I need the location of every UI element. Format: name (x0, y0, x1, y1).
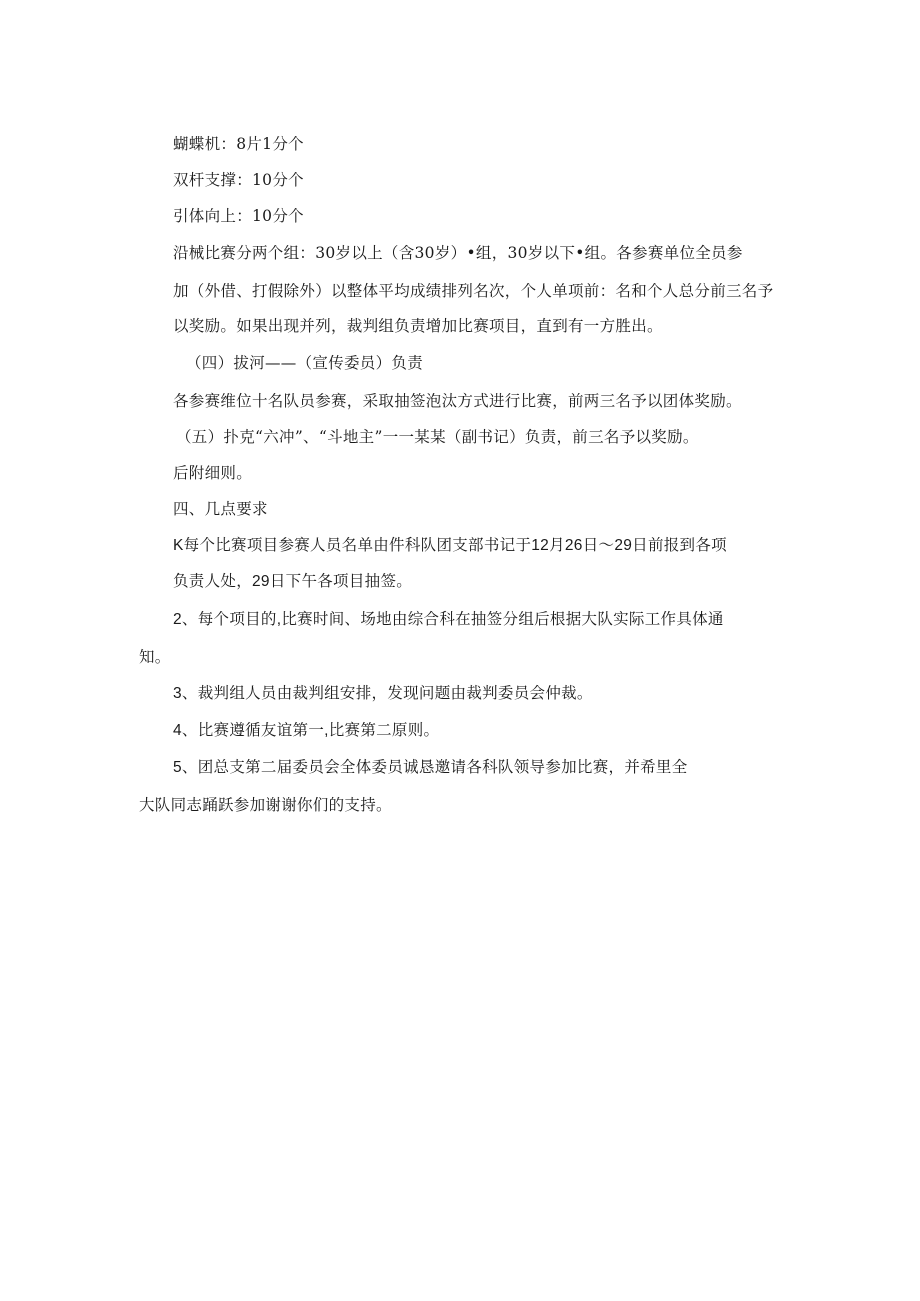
line-requirement-1-cont: 负责人处，29日下午各项目抽签。 (173, 573, 413, 590)
line-requirement-5-cont: 大队同志踊跃参加谢谢你们的支持。 (139, 797, 392, 814)
line-tiebreak: 以奖励。如果出现并列，裁判组负责增加比赛项目，直到有一方胜出。 (173, 317, 663, 335)
line-pull-up: 引体向上：10分个 (173, 207, 304, 225)
line-requirement-5: 5、团总支第二届委员会全体委员诚恳邀请各科队领导参加比赛，并希里全 (173, 759, 688, 776)
heading-requirements: 四、几点要求 (173, 500, 268, 518)
line-requirement-2: 2、每个项目的,比赛时间、场地由综合科在抽签分组后根据大队实际工作具体通 (173, 611, 724, 628)
heading-tug-of-war: （四）拔河——（宣传委员）负责 (186, 354, 424, 372)
heading-poker: （五）扑克“六冲”、“斗地主”一一某某（副书记）负责，前三名予以奖励。 (176, 428, 699, 446)
line-tug-of-war-rules: 各参赛维位十名队员参赛，采取抽签泡汰方式进行比赛，前两三名予以团体奖励。 (173, 392, 742, 410)
line-ranking: 加（外借、打假除外）以整体平均成绩排列名次，个人单项前：名和个人总分前三名予 (173, 282, 774, 300)
line-requirement-3: 3、裁判组人员由裁判组安排，发现问题由裁判委员会仲裁。 (173, 685, 593, 702)
line-appendix: 后附细则。 (173, 464, 253, 482)
line-requirement-2-cont: 知。 (139, 649, 171, 666)
line-butterfly-machine: 蝴蝶机：8片1分个 (173, 135, 304, 153)
line-requirement-4: 4、比赛遵循友谊第一,比赛第二原则。 (173, 722, 440, 739)
line-requirement-1: K每个比赛项目参赛人员名单由件科队团支部书记于12月26日～29日前报到各项 (173, 537, 727, 554)
line-equipment-groups: 沿械比赛分两个组：30岁以上（含30岁）•组，30岁以下•组。各参赛单位全员参 (173, 244, 743, 262)
line-parallel-bars: 双杆支撑：10分个 (173, 171, 304, 189)
